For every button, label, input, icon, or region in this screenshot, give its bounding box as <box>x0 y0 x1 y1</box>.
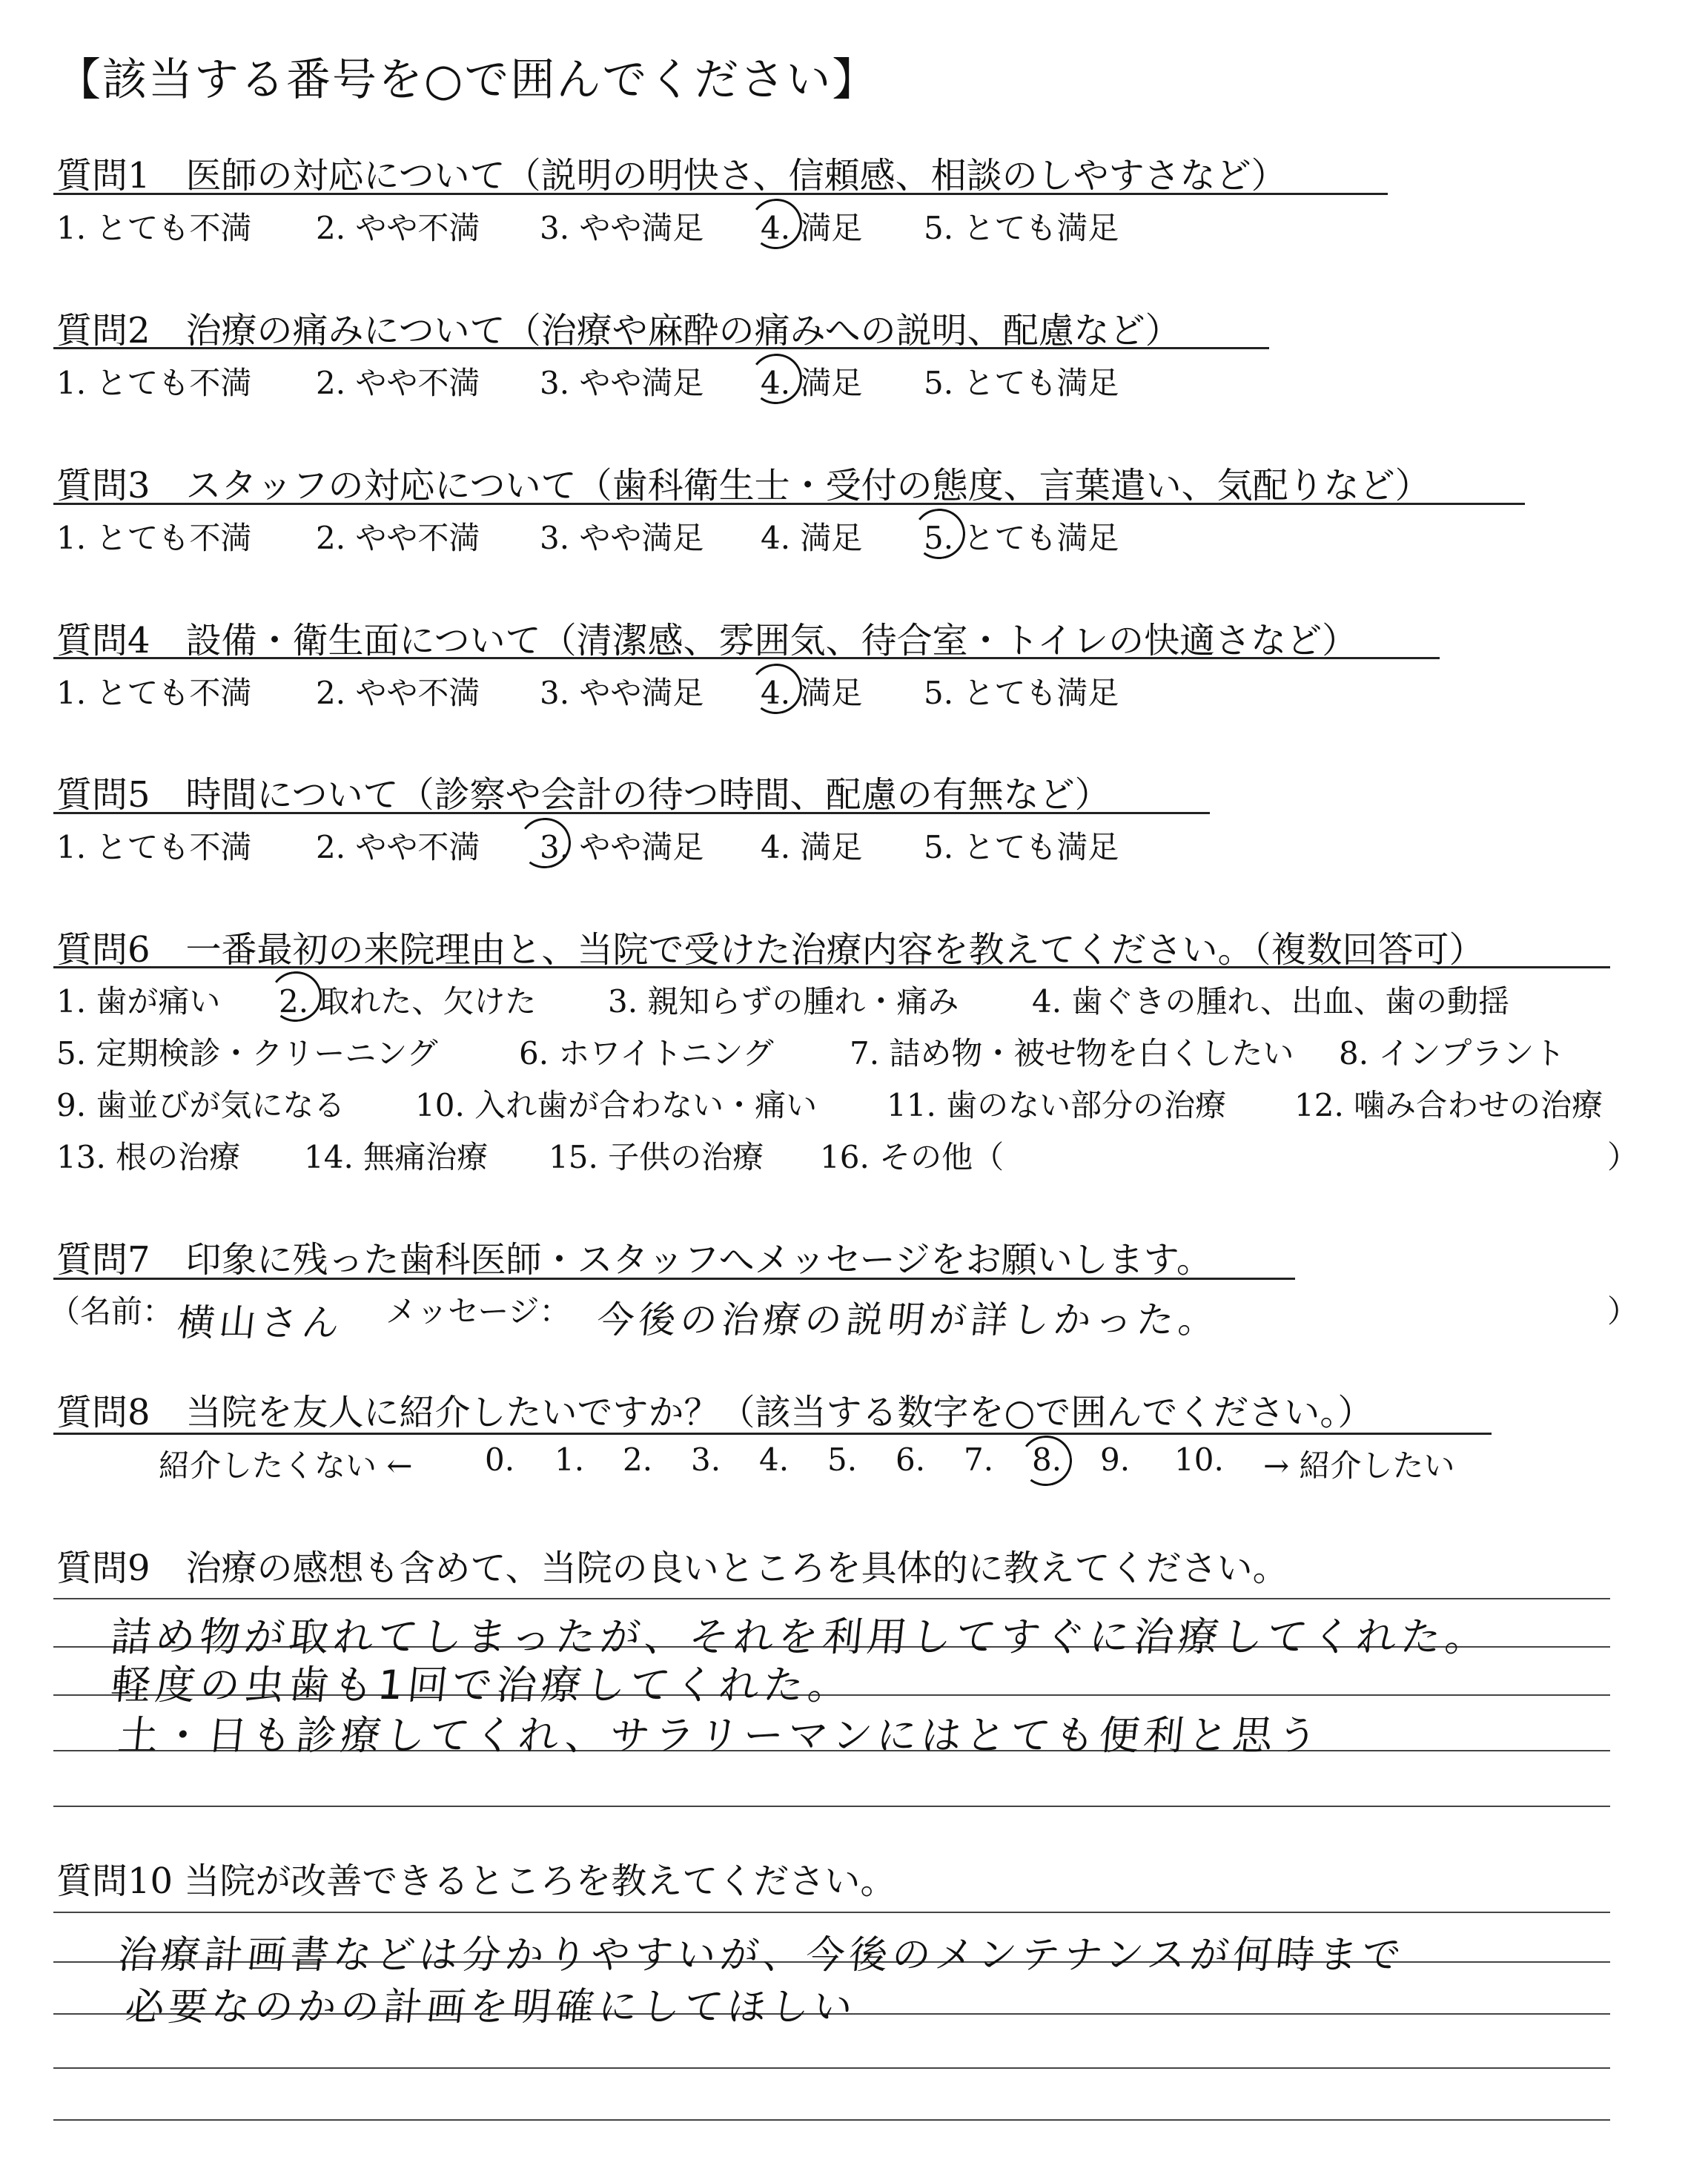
q6-option-8[interactable]: 8. インプラント <box>1339 1035 1566 1071</box>
scale-1[interactable]: 1. <box>555 1441 585 1478</box>
scale-9[interactable]: 9. <box>1100 1441 1131 1478</box>
handwritten-message[interactable]: 今後の治療の説明が詳しかった。 <box>595 1298 1222 1341</box>
q6-option-12[interactable]: 12. 噛み合わせの治療 <box>1294 1087 1603 1123</box>
option-1[interactable]: 1. とても不満 <box>56 520 252 556</box>
option-5[interactable]: 5. とても満足 <box>924 829 1119 865</box>
q6-option-4[interactable]: 4. 歯ぐきの腫れ、出血、歯の動揺 <box>1032 983 1509 1020</box>
q6-option-10[interactable]: 10. 入れ歯が合わない・痛い <box>415 1087 818 1123</box>
option-1[interactable]: 1. とても不満 <box>56 365 252 401</box>
scale-2[interactable]: 2. <box>623 1441 653 1478</box>
handwritten-answer-line[interactable]: 軽度の虫歯も1回で治療してくれた。 <box>108 1662 855 1708</box>
option-2[interactable]: 2. やや不満 <box>316 210 480 246</box>
question-title: 質問3 スタッフの対応について（歯科衛生士・受付の態度、言葉遣い、気配りなど） <box>56 465 1431 506</box>
option-4[interactable]: 4. 満足 <box>761 520 863 556</box>
option-2[interactable]: 2. やや不満 <box>316 829 480 865</box>
scale-6[interactable]: 6. <box>896 1441 926 1478</box>
question-title: 質問1 医師の対応について（説明の明快さ、信頼感、相談のしやすさなど） <box>56 155 1287 196</box>
option-5[interactable]: 5. とても満足 <box>924 675 1119 711</box>
scale-4[interactable]: 4. <box>759 1441 790 1478</box>
question-title: 質問6 一番最初の来院理由と、当院で受けた治療内容を教えてください。（複数回答可） <box>56 929 1485 971</box>
scale-10[interactable]: 10. <box>1174 1441 1224 1478</box>
option-1[interactable]: 1. とても不満 <box>56 829 252 865</box>
option-4[interactable]: 4. 満足 <box>761 675 863 711</box>
q6-option-9[interactable]: 9. 歯並びが気になる <box>56 1087 345 1123</box>
q6-option-1[interactable]: 1. 歯が痛い <box>56 983 221 1020</box>
handwritten-name[interactable]: 横山さん <box>175 1301 346 1344</box>
option-3[interactable]: 3. やや満足 <box>540 829 704 865</box>
question-title: 質問10 当院が改善できるところを教えてください。 <box>56 1860 896 1902</box>
question-title: 質問8 当院を友人に紹介したいですか？（該当する数字を○で囲んでください。） <box>56 1392 1374 1433</box>
option-3[interactable]: 3. やや満足 <box>540 210 704 246</box>
option-4[interactable]: 4. 満足 <box>761 210 863 246</box>
option-3[interactable]: 3. やや満足 <box>540 675 704 711</box>
underline <box>53 657 1440 659</box>
q6-option-13[interactable]: 13. 根の治療 <box>56 1139 241 1175</box>
name-label: （名前： <box>49 1293 174 1330</box>
answer-line <box>53 1598 1610 1599</box>
close-paren: ） <box>1607 1139 1639 1175</box>
underline <box>53 347 1269 349</box>
answer-line <box>53 1806 1610 1807</box>
question-title: 質問4 設備・衛生面について（清潔感、雰囲気、待合室・トイレの快適さなど） <box>56 620 1358 661</box>
option-3[interactable]: 3. やや満足 <box>540 520 704 556</box>
handwritten-answer-line[interactable]: 治療計画書などは分かりやすいが、今後のメンテナンスが何時まで <box>116 1933 1408 1978</box>
option-3[interactable]: 3. やや満足 <box>540 365 704 401</box>
q6-option-11[interactable]: 11. 歯のない部分の治療 <box>887 1087 1227 1123</box>
scale-right-label: → 紹介したい <box>1263 1447 1455 1484</box>
scale-5[interactable]: 5. <box>827 1441 858 1478</box>
question-title: 質問7 印象に残った歯科医師・スタッフへメッセージをお願いします。 <box>56 1239 1212 1281</box>
answer-line <box>53 2067 1610 2069</box>
q6-option-2[interactable]: 2. 取れた、欠けた <box>279 983 537 1020</box>
option-2[interactable]: 2. やや不満 <box>316 365 480 401</box>
q6-option-14[interactable]: 14. 無痛治療 <box>304 1139 489 1175</box>
option-1[interactable]: 1. とても不満 <box>56 210 252 246</box>
option-4[interactable]: 4. 満足 <box>761 365 863 401</box>
form-header: 【該当する番号を○で囲んでください】 <box>56 54 878 106</box>
underline <box>53 503 1525 505</box>
q6-option-3[interactable]: 3. 親知らずの腫れ・痛み <box>608 983 959 1020</box>
scale-8[interactable]: 8. <box>1032 1441 1062 1478</box>
option-5[interactable]: 5. とても満足 <box>924 210 1119 246</box>
handwritten-answer-line[interactable]: 土・日も診療してくれ、サラリーマンにはとても便利と思う <box>116 1712 1325 1759</box>
message-label: メッセージ： <box>385 1293 571 1330</box>
scale-left-label: 紹介したくない ← <box>159 1447 413 1484</box>
option-5[interactable]: 5. とても満足 <box>924 365 1119 401</box>
option-1[interactable]: 1. とても不満 <box>56 675 252 711</box>
q6-option-16[interactable]: 16. その他（ <box>820 1139 1004 1175</box>
question-title: 質問5 時間について（診察や会計の待つ時間、配慮の有無など） <box>56 774 1110 816</box>
handwritten-answer-line[interactable]: 詰め物が取れてしまったが、それを利用してすぐに治療してくれた。 <box>108 1614 1492 1660</box>
underline <box>53 1278 1295 1280</box>
question-title: 質問2 治療の痛みについて（治療や麻酔の痛みへの説明、配慮など） <box>56 310 1181 351</box>
scale-3[interactable]: 3. <box>691 1441 721 1478</box>
scale-7[interactable]: 7. <box>964 1441 994 1478</box>
q6-option-15[interactable]: 15. 子供の治療 <box>549 1139 764 1175</box>
underline <box>53 812 1210 814</box>
option-5[interactable]: 5. とても満足 <box>924 520 1119 556</box>
answer-line <box>53 1912 1610 1913</box>
option-2[interactable]: 2. やや不満 <box>316 675 480 711</box>
close-paren: ） <box>1607 1293 1639 1330</box>
option-4[interactable]: 4. 満足 <box>761 829 863 865</box>
underline <box>53 1433 1492 1435</box>
question-title: 質問9 治療の感想も含めて、当院の良いところを具体的に教えてください。 <box>56 1548 1288 1589</box>
q6-option-6[interactable]: 6. ホワイトニング <box>519 1035 774 1071</box>
scale-0[interactable]: 0. <box>485 1441 515 1478</box>
selection-circle <box>1017 1432 1076 1489</box>
q6-option-7[interactable]: 7. 詰め物・被せ物を白くしたい <box>850 1035 1294 1071</box>
option-2[interactable]: 2. やや不満 <box>316 520 480 556</box>
underline <box>53 193 1388 195</box>
handwritten-answer-line[interactable]: 必要なのかの計画を明確にしてほしい <box>123 1985 859 2029</box>
q6-option-5[interactable]: 5. 定期検診・クリーニング <box>56 1035 438 1071</box>
answer-line <box>53 2119 1610 2121</box>
underline <box>53 966 1610 968</box>
